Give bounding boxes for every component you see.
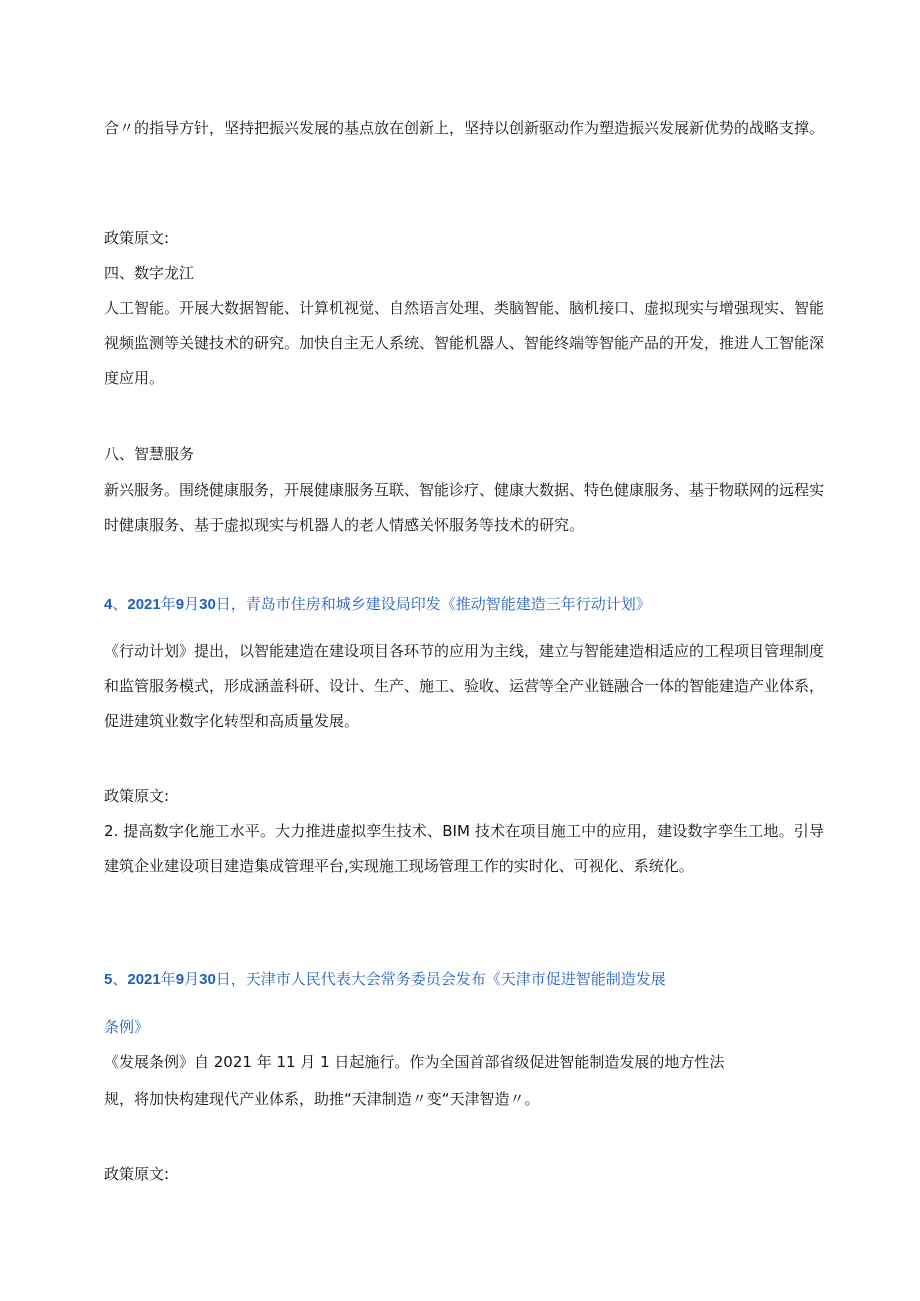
heading-year: 2021: [127, 971, 161, 988]
policy-label-3: 政策原文:: [104, 1165, 170, 1183]
heading-number: 5: [104, 971, 113, 988]
heading-year-unit: 年: [160, 970, 176, 988]
policy-label-1: 政策原文:: [104, 229, 170, 247]
heading-number: 4: [104, 596, 113, 613]
paragraph-action-plan: 《行动计划》提出，以智能建造在建设项目各环节的应用为主线，建立与智能建造相适应的工程项目管理制度和监管服务模式，形成涵盖科研、设计、生产、施工、验收、运营等全产业链融合一体的智能建造产业体系，促进建筑业数字化转型和高质量发展。: [104, 642, 825, 730]
heading-day: 30: [199, 971, 216, 988]
paragraph-ai: 人工智能。开展大数据智能、计算机视觉、自然语言处理、类脑智能、脑机接口、虚拟现实与增强现实、智能视频监测等关键技术的研究。加快自主无人系统、智能机器人、智能终端等智能产品的开发，推进人工智能深度应用。: [104, 299, 825, 387]
heading-text: 日，天津市人民代表大会常务委员会发布《天津市促进智能制造发展: [215, 970, 666, 988]
paragraph-new-services: 新兴服务。围绕健康服务，开展健康服务互联、智能诊疗、健康大数据、特色健康服务、基于物联网的远程实时健康服务、基于虚拟现实与机器人的老人情感关怀服务等技术的研究。: [104, 481, 825, 534]
heading-day: 30: [199, 596, 216, 613]
paragraph-intro: 合〃的指导方针，坚持把振兴发展的基点放在创新上，坚持以创新驱动作为塑造振兴发展新优势的战略支撑。: [104, 119, 825, 137]
heading-sep: 、: [112, 970, 128, 988]
heading-year: 2021: [127, 596, 161, 613]
heading-tianjin: [104, 962, 824, 997]
heading-qingdao: [104, 587, 824, 622]
section-title-smart-service: 八、智慧服务: [104, 445, 195, 463]
heading-month-unit: 月: [184, 970, 200, 988]
paragraph-regulation-line2: 规，将加快构建现代产业体系，助推“天津制造〃变“天津智造〃。: [104, 1090, 540, 1108]
paragraph-digital-construction: 2. 提高数字化施工水平。大力推进虚拟孪生技术、BIM 技术在项目施工中的应用，建设数字孪生工地。引导建筑企业建设项目建造集成管理平台,实现施工现场管理工作的实时化、可视化、系统化。: [104, 822, 824, 875]
heading-sep: 、: [112, 595, 128, 613]
heading-month: 9: [175, 971, 185, 988]
heading-month-unit: 月: [184, 595, 200, 613]
policy-label-2: 政策原文:: [104, 787, 170, 805]
section-title-digital-longjiang: 四、数字龙江: [104, 264, 195, 282]
heading-text: 日，青岛市住房和城乡建设局印发《推动智能建造三年行动计划》: [215, 595, 651, 613]
heading-year-unit: 年: [160, 595, 176, 613]
paragraph-regulation-line1: 《发展条例》自 2021 年 11 月 1 日起施行。作为全国首部省级促进智能制造发展的地方性法: [104, 1053, 725, 1071]
heading-tianjin-line2: 条例》: [104, 1018, 150, 1036]
heading-month: 9: [175, 596, 185, 613]
